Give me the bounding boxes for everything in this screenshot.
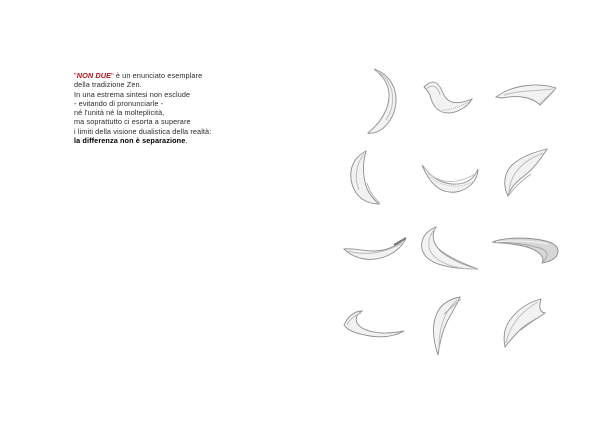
- curved-form-11: [426, 293, 468, 359]
- quote-close: ": [111, 71, 114, 80]
- curved-form-gallery: [330, 55, 575, 375]
- text-line-2: della tradizione Zen.: [74, 80, 142, 90]
- text-line-6: ma soprattutto ci esorta a superare: [74, 117, 191, 127]
- curved-form-8: [416, 223, 484, 273]
- curved-form-7: [340, 233, 410, 263]
- curved-form-1: [364, 65, 404, 137]
- text-line-4: - evitando di pronunciarle -: [74, 98, 164, 108]
- closing-period: .: [185, 136, 188, 146]
- text-line-8: [74, 136, 284, 145]
- curved-form-2: [418, 75, 476, 121]
- curved-form-12: [493, 295, 551, 353]
- curved-form-5: [418, 155, 482, 197]
- text-line-1-rest: è un enunciato esemplare: [113, 71, 203, 80]
- curved-form-3: [492, 80, 560, 114]
- curved-form-6: [497, 145, 553, 207]
- text-line-7: i limiti della visione dualistica della realtà:: [74, 126, 212, 136]
- closing-statement: la differenza non è separazione: [74, 136, 186, 146]
- text-line-3: In una estrema sintesi non esclude: [74, 89, 191, 99]
- curved-form-4: [346, 147, 386, 209]
- non-due-emphasis: NON DUE: [76, 71, 112, 80]
- text-line-5: né l'unità né la molteplicità,: [74, 108, 165, 118]
- zen-text-block: [74, 71, 284, 145]
- curved-form-9: [488, 233, 562, 267]
- quote-open: ": [74, 71, 77, 80]
- curved-form-10: [340, 305, 408, 339]
- text-line-1: [74, 71, 284, 80]
